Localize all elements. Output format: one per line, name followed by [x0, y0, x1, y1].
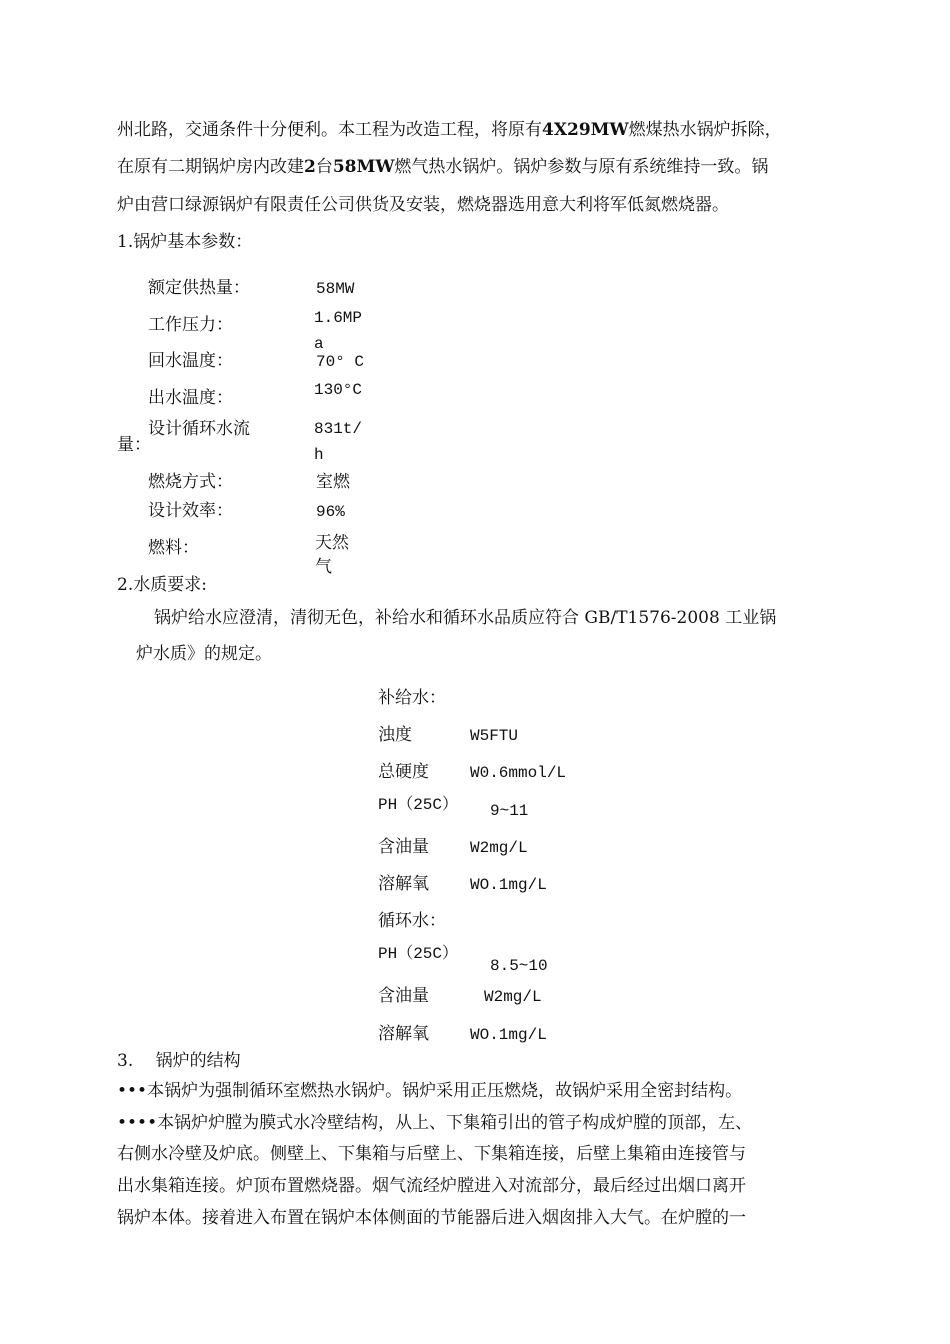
structure-para-line-1: ••••本锅炉炉膛为膜式水冷壁结构，从上、下集箱引出的管子构成炉膛的顶部，左、: [117, 1113, 753, 1133]
section-3-heading: 3. 锅炉的结构: [117, 1051, 241, 1071]
param-label-flow: 设计循环水流: [148, 419, 250, 439]
param-value-return-temp: 70° C: [316, 353, 365, 371]
param-label-flow-cont: 量：: [117, 435, 151, 455]
param-value-flow: 831t/h: [314, 420, 363, 464]
circ-value-oil: W2mg/L: [484, 988, 542, 1006]
intro-line-3: 炉由营口绿源锅炉有限责任公司供货及安装，燃烧器选用意大利将军低氮燃烧器。: [117, 195, 729, 215]
makeup-label-oil: 含油量: [378, 837, 429, 857]
makeup-value-oxygen: WO.1mg/L: [470, 876, 547, 894]
param-label-outlet-temp: 出水温度：: [148, 388, 233, 408]
circ-label-ph: PH（25C）: [378, 945, 459, 963]
circ-value-oxygen: WO.1mg/L: [470, 1026, 547, 1044]
makeup-label-oxygen: 溶解氧: [378, 874, 429, 894]
makeup-label-turbidity: 浊度: [378, 725, 412, 745]
param-label-efficiency: 设计效率：: [148, 501, 233, 521]
intro-line-1: 州北路，交通条件十分便利。本工程为改造工程，将原有4X29MW燃煤热水锅炉拆除，: [117, 120, 782, 140]
section-2-heading: 2.水质要求:: [117, 575, 207, 595]
makeup-label-hardness: 总硬度: [378, 762, 429, 782]
makeup-water-title: 补给水：: [378, 688, 446, 708]
water-quality-para-line-1: 锅炉给水应澄清，清彻无色，补给水和循环水品质应符合 GB/T1576-2008 工业锅: [154, 608, 777, 628]
makeup-value-turbidity: W5FTU: [470, 727, 519, 745]
param-value-fuel: 天然气: [315, 533, 349, 577]
param-value-combustion: 室燃: [316, 472, 350, 492]
bold-new-capacity: 58MW: [332, 157, 395, 177]
water-quality-para-line-2: 炉水质》的规定。: [136, 644, 272, 664]
structure-para-line-3: 出水集箱连接。炉顶布置燃烧器。烟气流经炉膛进入对流部分，最后经过出烟口离开: [117, 1176, 746, 1196]
param-value-pressure: 1.6MPa: [314, 309, 363, 353]
circ-label-oil: 含油量: [378, 986, 429, 1006]
param-label-return-temp: 回水温度：: [148, 351, 233, 371]
structure-bullet-1: •••本锅炉为强制循环室燃热水锅炉。锅炉采用正压燃烧，故锅炉采用全密封结构。: [117, 1081, 743, 1101]
param-value-efficiency: 96%: [316, 503, 345, 521]
circulating-water-title: 循环水：: [378, 911, 446, 931]
makeup-value-oil: W2mg/L: [470, 839, 528, 857]
structure-para-line-2: 右侧水冷壁及炉底。侧壁上、下集箱与后壁上、下集箱连接，后壁上集箱由连接管与: [117, 1144, 746, 1164]
makeup-value-ph: 9~11: [490, 802, 529, 820]
param-label-combustion: 燃烧方式：: [148, 472, 233, 492]
param-value-rated-heat: 58MW: [316, 280, 355, 298]
structure-para-line-4: 锅炉本体。接着进入布置在锅炉本体侧面的节能器后进入烟囱排入大气。在炉膛的一: [117, 1208, 746, 1228]
bold-capacity: 4X29MW: [542, 120, 629, 140]
intro-line-2: 在原有二期锅炉房内改建2台58MW燃气热水锅炉。锅炉参数与原有系统维持一致。锅: [117, 157, 769, 177]
circ-label-oxygen: 溶解氧: [378, 1024, 429, 1044]
makeup-value-hardness: W0.6mmol/L: [470, 764, 567, 782]
param-value-outlet-temp: 130°C: [314, 381, 363, 399]
circ-value-ph: 8.5~10: [490, 957, 548, 975]
param-label-rated-heat: 额定供热量：: [148, 278, 250, 298]
section-1-heading: 1.锅炉基本参数：: [117, 232, 253, 252]
param-label-fuel: 燃料：: [148, 538, 199, 558]
makeup-label-ph: PH（25C）: [378, 796, 459, 814]
param-label-pressure: 工作压力：: [148, 315, 233, 335]
